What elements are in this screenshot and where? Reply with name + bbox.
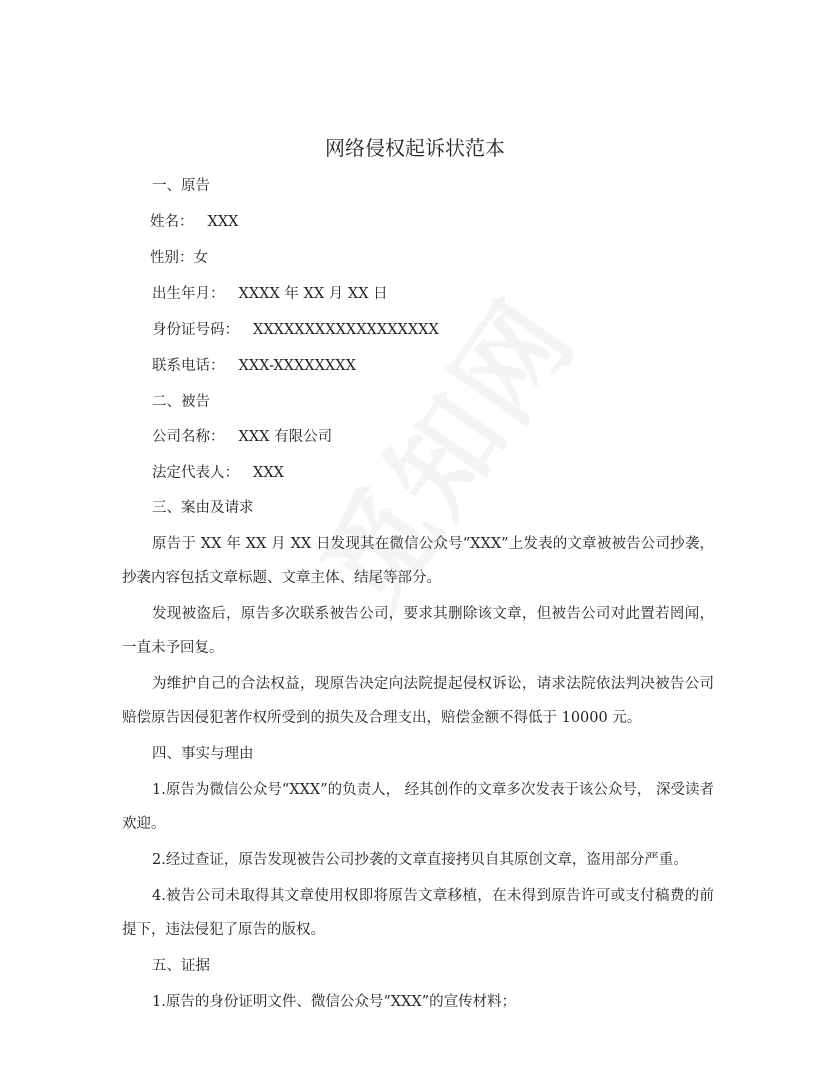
plaintiff-phone-row (152, 356, 356, 376)
facts-item: 4.被告公司未取得其文章使用权即将原告文章移植，在未得到原告许可或支付稿费的前提下，违法侵犯了原告的版权。 (122, 888, 714, 938)
value: 女 (193, 250, 208, 266)
value: XXXXXXXXXXXXXXXXXX (253, 322, 439, 338)
section-facts-heading: 四、事实与理由 (152, 746, 254, 762)
plaintiff-gender-row (150, 248, 208, 268)
section-claims-heading: 三、案由及请求 (152, 500, 254, 516)
value: XXX (207, 214, 239, 230)
label: 身份证号码： (152, 322, 239, 338)
section-plaintiff-heading: 一、原告 (152, 178, 210, 194)
defendant-company-row (152, 427, 332, 447)
evidence-item: 1.原告的身份证明文件、微信公众号“XXX”的宣传材料； (152, 994, 517, 1010)
label: 姓名： (150, 214, 194, 230)
section-defendant-heading: 二、被告 (152, 394, 210, 410)
defendant-rep-row (152, 463, 284, 483)
plaintiff-id-row (152, 320, 439, 340)
claims-paragraph: 为维护自己的合法权益，现原告决定向法院提起侵权诉讼，请求法院依法判决被告公司赔偿原告因侵犯著作权所受到的损失及合理支出，赔偿金额不得低于 10000 元。 (122, 676, 714, 726)
section-evidence-heading: 五、证据 (152, 958, 210, 974)
claims-paragraph: 原告于 XX 年 XX 月 XX 日发现其在微信公众号“XXX”上发表的文章被被告公司抄袭，抄袭内容包括文章标题、文章主体、结尾等部分。 (122, 536, 714, 586)
facts-item: 2.经过查证，原告发现被告公司抄袭的文章直接拷贝自其原创文章，盗用部分严重。 (152, 852, 688, 868)
label: 性别： (150, 250, 194, 266)
plaintiff-name-row (150, 212, 238, 232)
value: XXX-XXXXXXXX (238, 358, 356, 374)
label: 法定代表人： (152, 465, 239, 481)
label: 联系电话： (152, 358, 225, 374)
document-title: 网络侵权起诉状范本 (325, 136, 505, 160)
value: XXX 有限公司 (238, 429, 333, 445)
value: XXXX 年 XX 月 XX 日 (238, 286, 388, 302)
claims-paragraph: 发现被盗后，原告多次联系被告公司，要求其删除该文章，但被告公司对此置若罔闻，一直未予回复。 (122, 606, 714, 656)
value: XXX (253, 465, 284, 481)
facts-item: 1.原告为微信公众号“XXX”的负责人， 经其创作的文章多次发表于该公众号， 深受读者欢迎。 (122, 782, 714, 832)
label: 公司名称： (152, 429, 225, 445)
label: 出生年月： (152, 286, 225, 302)
plaintiff-birth-row (152, 284, 388, 304)
